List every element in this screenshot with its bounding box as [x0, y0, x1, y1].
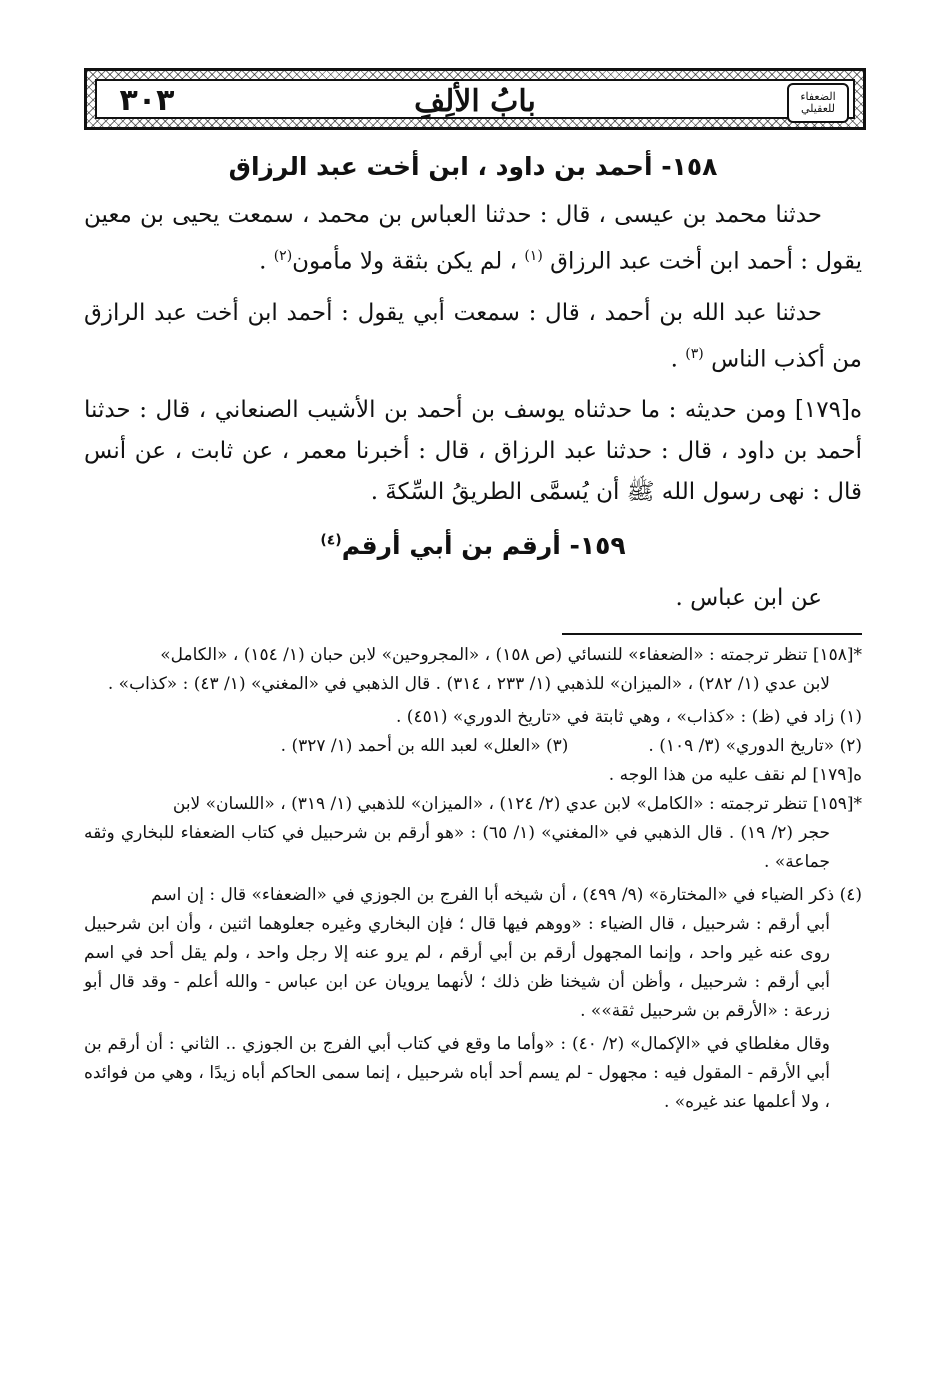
entry-159-text: عن ابن عباس . [675, 585, 822, 612]
footnote-ref-3: (٣) [685, 345, 704, 362]
footnote-ref-4: (٤) [320, 532, 342, 549]
entry-158-para2-text-a: حدثنا عبد الله بن أحمد ، قال : سمعت أبي يقول : أحمد ابن أخت عبد الرازق من أكذب الناس [84, 299, 862, 373]
footnote-4-body: أبي أرقم : شرحبيل ، قال الضياء : «ووهم فيها قال ؛ فإن البخاري وغيره جعلوهما اثنين ، وأن ابن شرحبيل روى عنه غير واحد ، وإنما المجهول أرقم بن أبي أرقم ، لم يرو عنه إلا رجل واحد ، ولم يقل أحد في اسم أبي أرقم : شرحبيل ، وأظن أن شيخنا ظن ذلك ؛ لأنهما يرويان عن ابن عباس - والله أعلم - وقد قال أبو زرعة : «الأرقم بن شرحبيل ثقة»» . [84, 914, 830, 1022]
entry-158-para1-text-b: ، لم يكن بثقة ولا مأمون [292, 248, 518, 275]
footnote-1: (١) زاد في (ظ) : «كذاب» ، وهي ثابتة في «تاريخ الدوري» (٤٥١) . [395, 707, 862, 728]
entry-159-heading-text: ١٥٩- أرقم بن أبي أرقم [341, 531, 626, 561]
footnote-ref-2: (٢) [273, 248, 293, 264]
entry-158-para1-text-a: حدثنا محمد بن عيسى ، قال : حدثنا العباس بن محمد ، سمعت يحيى بن معين يقول : أحمد ابن أخت عبد الرزاق [84, 202, 862, 275]
entry-158-paragraph-1 [84, 195, 862, 283]
book-logo-ornament: الضعفاء للعقيلي [787, 83, 849, 123]
footnote-158-line-1: *[١٥٨] تنظر ترجمته : «الضعفاء» للنسائي (ص ١٥٨) ، «المجروحين» لابن حبان (١/ ١٥٤) ، «الكامل» [160, 645, 862, 666]
entry-158-heading: ١٥٨- أحمد بن داود ، ابن أخت عبد الرزاق [228, 152, 718, 181]
footnote-179: ه[١٧٩] لم نقف عليه من هذا الوجه . [608, 765, 862, 786]
footnotes-2-3 [84, 732, 862, 761]
entry-159-heading [84, 531, 862, 560]
footnote-ref-1: (١) [524, 248, 543, 264]
footnote-158-line-2: لابن عدي (١/ ٢٨٢) ، «الميزان» للذهبي (١/ ٢٣٣ ، ٣١٤) . قال الذهبي في «المغني» (١/ ٤٣) : «كذاب» . [107, 674, 830, 695]
hadith-179-paragraph: ه[١٧٩] ومن حديثه : ما حدثناه يوسف بن أحمد بن الأشيب الصنعاني ، قال : حدثنا أحمد بن داود ، قال : حدثنا عبد الرزاق ، قال : أخبرنا معمر ، عن ثابت ، عن أنس قال : نهى رسول الله ﷺ أن يُسمَّى الطريقُ السِّكةَ . [84, 397, 862, 506]
footnote-159-line-1: *[١٥٩] تنظر ترجمته : «الكامل» لابن عدي (٢/ ١٢٤) ، «الميزان» للذهبي (١/ ٣١٩) ، «اللسان» لابن [172, 794, 862, 815]
page-body [84, 150, 862, 1117]
page-header-inner [95, 79, 855, 119]
entry-158-para1-text-c: . [259, 248, 267, 275]
footnote-159-line-2: حجر (٢/ ١٩) . قال الذهبي في «المغني» (١/ ٦٥) : «هو أرقم بن شرحبيل في كتاب الضعفاء للبخاري وثقه جماعة» . [84, 823, 830, 873]
entry-158-para2-text-b: . [670, 346, 678, 373]
page-number: ٣٠٣ [119, 83, 175, 118]
footnote-4-line-1: (٤) ذكر الضياء في «المختارة» (٩/ ٤٩٩) ، أن شيخه أبا الفرج بن الجوزي في «الضعفاء» قال : إن اسم [151, 885, 862, 906]
footnote-3: (٣) «العلل» لعبد الله بن أحمد (١/ ٣٢٧) . [280, 736, 569, 757]
footnote-2: (٢) «تاريخ الدوري» (٣/ ١٠٩) . [648, 736, 862, 757]
footnote-separator [562, 633, 862, 635]
chapter-title: بابُ الألِفِ [414, 84, 536, 119]
entry-158-paragraph-2 [84, 293, 862, 381]
page-header-frame [84, 68, 866, 130]
footnote-4-mughlatai: وقال مغلطاي في «الإكمال» (٢/ ٤٠) : «وأما ما وقع في كتاب أبي الفرج بن الجوزي .. الثاني : أن أرقم بن أبي الأرقم - المقول فيه : مجهول - لم يسم أحد أباه شرحبيل ، إنما سمى الحاكم أباه زيدًا ، وهي من فوائده ، ولا أعلمها عند غيره» . [84, 1034, 830, 1113]
